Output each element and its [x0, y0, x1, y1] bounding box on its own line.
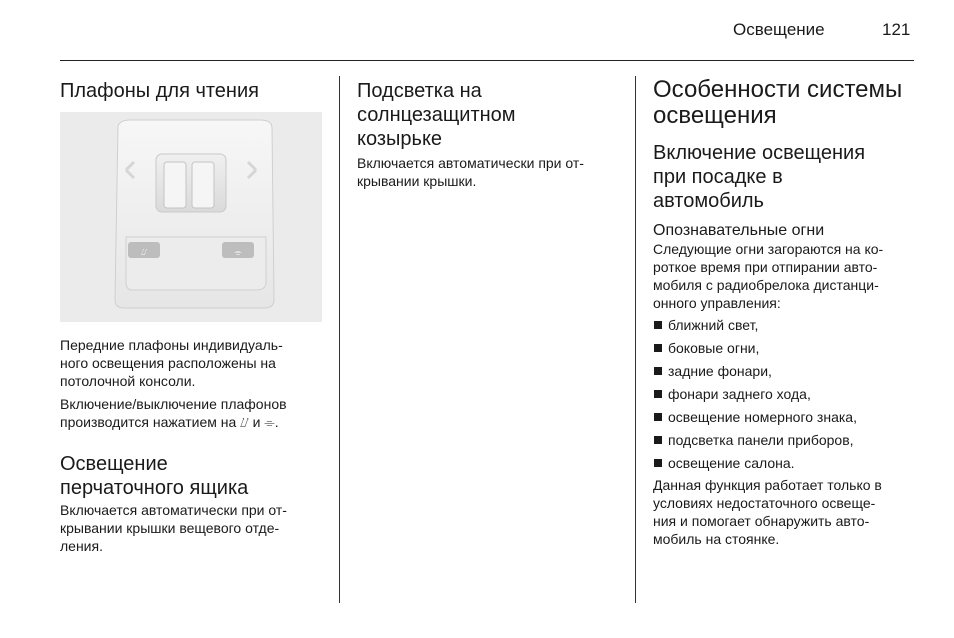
- paragraph-line: Данная функция работает только в: [653, 477, 882, 493]
- list-item: освещение номерного знака,: [653, 408, 915, 426]
- paragraph-line: крывании крышки.: [357, 173, 477, 189]
- paragraph-line: роткое время при отпирании авто-: [653, 259, 878, 275]
- subsection-title-line: при посадке в: [653, 166, 783, 188]
- paragraph-line: ния и помогает обнаружить авто-: [653, 513, 870, 529]
- chapter-title-line: освещения: [653, 102, 777, 129]
- lamp-right-icon: ⌯: [264, 415, 275, 430]
- overhead-console-illustration: [60, 112, 322, 322]
- svg-text:⌯: ⌯: [234, 248, 242, 258]
- list-item: ближний свет,: [653, 316, 915, 334]
- svg-text:⌰: ⌰: [141, 248, 147, 258]
- section-title-visor-line: козырьке: [357, 128, 443, 150]
- section-title-visor-line: Подсветка на: [357, 80, 482, 102]
- list-item: боковые огни,: [653, 339, 915, 357]
- reading-lamp-photo: [60, 112, 322, 322]
- list-item: освещение салона.: [653, 454, 915, 472]
- subsubsection-title: Опознавательные огни: [653, 222, 825, 239]
- section-title-reading-lamps: Плафоны для чтения: [60, 80, 259, 102]
- column-2: [357, 76, 622, 190]
- section-title-glovebox-line: перчаточного ящика: [60, 477, 249, 499]
- column-divider: [339, 76, 340, 603]
- paragraph-line: мобиль на стоянке.: [653, 531, 780, 547]
- paragraph-line: [60, 413, 325, 432]
- paragraph-line: Включается автоматически при от-: [357, 155, 584, 171]
- paragraph-line: Включается автоматически при от-: [60, 502, 287, 518]
- paragraph-line: ного освещения расположены на: [60, 355, 276, 371]
- paragraph-line: онного управления:: [653, 295, 781, 311]
- paragraph-line: Следующие огни загораются на ко-: [653, 241, 884, 257]
- list-item: задние фонари,: [653, 362, 915, 380]
- header-section-title: Освещение: [733, 20, 825, 39]
- paragraph-line: Включение/выключение плафонов: [60, 396, 287, 412]
- page-number: 121: [882, 20, 911, 39]
- paragraph-line: условиях недостаточного освеще-: [653, 495, 876, 511]
- text-fragment: и: [252, 414, 261, 430]
- section-title-glovebox-line: Освещение: [60, 453, 168, 475]
- section-title-visor-line: солнцезащитном: [357, 104, 516, 126]
- text-fragment: производится нажатием на: [60, 414, 237, 430]
- header-rule: [60, 60, 914, 61]
- paragraph-line: ления.: [60, 538, 103, 554]
- subsection-title-line: автомобиль: [653, 190, 764, 212]
- paragraph-line: Передние плафоны индивидуаль-: [60, 337, 283, 353]
- subsection-title-line: Включение освещения: [653, 142, 866, 164]
- paragraph-line: крывании крышки вещевого отде-: [60, 520, 280, 536]
- lights-list: [653, 316, 915, 472]
- column-1: [60, 76, 325, 555]
- column-3: [653, 76, 915, 548]
- list-item: подсветка панели приборов,: [653, 431, 915, 449]
- paragraph-line: мобиля с радиобрелока дистанци-: [653, 277, 879, 293]
- text-fragment: .: [274, 414, 279, 430]
- chapter-title-line: Особенности системы: [653, 76, 903, 103]
- lamp-left-icon: ⌰: [240, 415, 249, 430]
- paragraph-line: потолочной консоли.: [60, 373, 196, 389]
- list-item: фонари заднего хода,: [653, 385, 915, 403]
- column-divider: [635, 76, 636, 603]
